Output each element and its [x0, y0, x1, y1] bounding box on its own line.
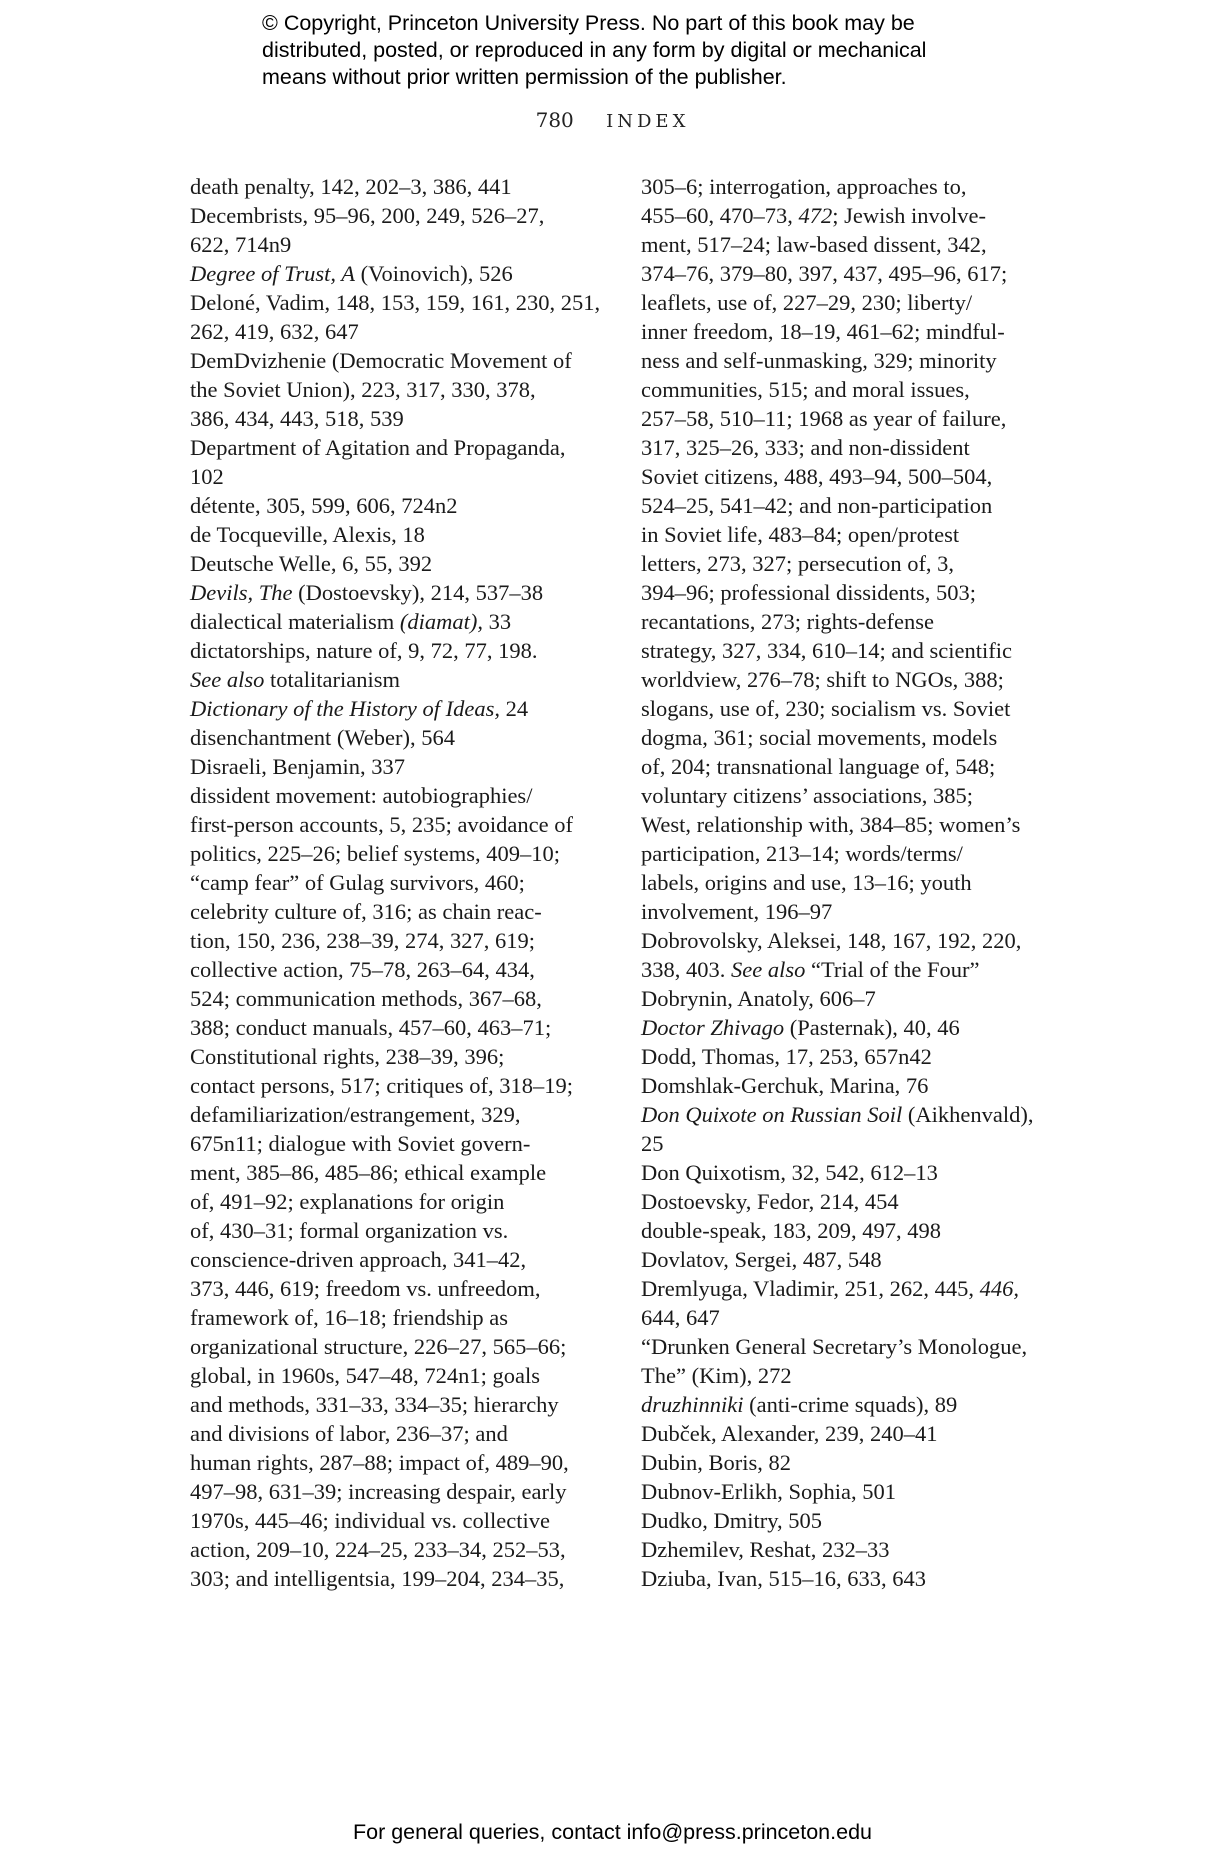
index-entry [190, 694, 630, 723]
index-entry [641, 1332, 1081, 1390]
index-line: 338, 403. See also “Trial of the Four” [641, 957, 980, 982]
index-line: Dubnov-Erlikh, Sophia, 501 [641, 1479, 896, 1504]
index-line: Deutsche Welle, 6, 55, 392 [190, 551, 433, 576]
page-number: 780 [535, 108, 574, 132]
index-line: organizational structure, 226–27, 565–66; [190, 1334, 567, 1359]
index-entry [641, 1419, 1081, 1448]
index-entry [190, 752, 630, 781]
index-line: Doctor Zhivago (Pasternak), 40, 46 [641, 1015, 960, 1040]
index-line: 394–96; professional dissidents, 503; [641, 580, 976, 605]
index-line: 373, 446, 619; freedom vs. unfreedom, [190, 1276, 541, 1301]
index-line: strategy, 327, 334, 610–14; and scientific [641, 638, 1012, 663]
index-entry [641, 1100, 1081, 1158]
index-entry [641, 1390, 1081, 1419]
index-line: Deloné, Vadim, 148, 153, 159, 161, 230, 251, [190, 290, 601, 315]
index-line: action, 209–10, 224–25, 233–34, 252–53, [190, 1537, 566, 1562]
index-line: voluntary citizens’ associations, 385; [641, 783, 974, 808]
index-line: 1970s, 445–46; individual vs. collective [190, 1508, 550, 1533]
index-line: and methods, 331–33, 334–35; hierarchy [190, 1392, 559, 1417]
index-line: 303; and intelligentsia, 199–204, 234–35, [190, 1566, 565, 1591]
index-entry [190, 636, 630, 694]
index-line: 25 [641, 1131, 664, 1156]
index-line: of, 491–92; explanations for origin [190, 1189, 505, 1214]
index-line: Constitutional rights, 238–39, 396; [190, 1044, 505, 1069]
index-entry [641, 1187, 1081, 1216]
index-line: and divisions of labor, 236–37; and [190, 1421, 508, 1446]
index-line: West, relationship with, 384–85; women’s [641, 812, 1021, 837]
index-line: communities, 515; and moral issues, [641, 377, 970, 402]
index-line: 524–25, 541–42; and non-participation [641, 493, 993, 518]
index-line: ment, 385–86, 485–86; ethical example [190, 1160, 547, 1185]
index-entry [641, 1042, 1081, 1071]
index-line: first-person accounts, 5, 235; avoidance of [190, 812, 574, 837]
index-line: The” (Kim), 272 [641, 1363, 792, 1388]
index-entry [641, 1013, 1081, 1042]
index-entry [641, 1448, 1081, 1477]
index-entry [190, 578, 630, 607]
index-line: labels, origins and use, 13–16; youth [641, 870, 972, 895]
index-entry [641, 984, 1081, 1013]
index-line: 622, 714n9 [190, 232, 292, 257]
copyright-line: means without prior written permission of the publisher. [262, 65, 787, 89]
running-head [0, 108, 1225, 132]
index-line: 455–60, 470–73, 472; Jewish involve- [641, 203, 986, 228]
index-entry [190, 520, 630, 549]
index-line: dissident movement: autobiographies/ [190, 783, 533, 808]
index-line: worldview, 276–78; shift to NGOs, 388; [641, 667, 1004, 692]
index-entry [641, 1071, 1081, 1100]
index-line: Dubin, Boris, 82 [641, 1450, 792, 1475]
index-entry [190, 288, 630, 346]
index-entry [190, 259, 630, 288]
index-entry [641, 1506, 1081, 1535]
index-line: ness and self-unmasking, 329; minority [641, 348, 997, 373]
index-entry [190, 607, 630, 636]
index-line: in Soviet life, 483–84; open/protest [641, 522, 960, 547]
index-line: dialectical materialism (diamat), 33 [190, 609, 512, 634]
index-line: involvement, 196–97 [641, 899, 833, 924]
index-line: dictatorships, nature of, 9, 72, 77, 198. [190, 638, 538, 663]
index-line: Dobrynin, Anatoly, 606–7 [641, 986, 876, 1011]
index-line: 386, 434, 443, 518, 539 [190, 406, 404, 431]
copyright-line: © Copyright, Princeton University Press. No part of this book may be [262, 11, 915, 35]
index-line: of, 204; transnational language of, 548; [641, 754, 996, 779]
index-line: Dziuba, Ivan, 515–16, 633, 643 [641, 1566, 926, 1591]
index-line: celebrity culture of, 316; as chain reac- [190, 899, 542, 924]
index-line: 262, 419, 632, 647 [190, 319, 359, 344]
index-line: framework of, 16–18; friendship as [190, 1305, 509, 1330]
index-column-left [190, 172, 630, 1593]
index-entry [190, 781, 630, 1593]
index-line: Dudko, Dmitry, 505 [641, 1508, 823, 1533]
index-line: 317, 325–26, 333; and non-dissident [641, 435, 970, 460]
index-entry [190, 346, 630, 433]
footer-contact: For general queries, contact info@press.princeton.edu [352, 1820, 872, 1844]
index-line: “Drunken General Secretary’s Monologue, [641, 1334, 1028, 1359]
index-line: 388; conduct manuals, 457–60, 463–71; [190, 1015, 552, 1040]
index-line: 644, 647 [641, 1305, 720, 1330]
index-line: “camp fear” of Gulag survivors, 460; [190, 870, 525, 895]
index-line: conscience-driven approach, 341–42, [190, 1247, 527, 1272]
index-line: Dzhemilev, Reshat, 232–33 [641, 1537, 890, 1562]
index-line: Disraeli, Benjamin, 337 [190, 754, 405, 779]
index-column-right [641, 172, 1081, 1593]
index-entry-continuation [641, 172, 1081, 926]
copyright-notice [262, 10, 1022, 91]
index-line: Dremlyuga, Vladimir, 251, 262, 445, 446, [641, 1276, 1020, 1301]
index-line: Decembrists, 95–96, 200, 249, 526–27, [190, 203, 545, 228]
index-line: contact persons, 517; critiques of, 318–19; [190, 1073, 574, 1098]
index-line: 374–76, 379–80, 397, 437, 495–96, 617; [641, 261, 1008, 286]
copyright-line: distributed, posted, or reproduced in any form by digital or mechanical [262, 38, 927, 62]
index-entry [190, 433, 630, 491]
index-line: the Soviet Union), 223, 317, 330, 378, [190, 377, 536, 402]
index-entry [641, 1216, 1081, 1245]
index-line: druzhinniki (anti-crime squads), 89 [641, 1392, 958, 1417]
index-line: slogans, use of, 230; socialism vs. Soviet [641, 696, 1011, 721]
index-line: Dictionary of the History of Ideas, 24 [190, 696, 529, 721]
index-line: human rights, 287–88; impact of, 489–90, [190, 1450, 569, 1475]
index-entry [641, 1477, 1081, 1506]
index-line: Dubček, Alexander, 239, 240–41 [641, 1421, 938, 1446]
index-line: 497–98, 631–39; increasing despair, early [190, 1479, 567, 1504]
index-line: double-speak, 183, 209, 497, 498 [641, 1218, 941, 1243]
index-line: Dodd, Thomas, 17, 253, 657n42 [641, 1044, 932, 1069]
index-line: 524; communication methods, 367–68, [190, 986, 542, 1011]
index-line: 257–58, 510–11; 1968 as year of failure, [641, 406, 1007, 431]
index-entry [190, 549, 630, 578]
index-line: Don Quixotism, 32, 542, 612–13 [641, 1160, 938, 1185]
index-line: Dostoevsky, Fedor, 214, 454 [641, 1189, 899, 1214]
index-line: disenchantment (Weber), 564 [190, 725, 455, 750]
index-entry [190, 491, 630, 520]
index-line: dogma, 361; social movements, models [641, 725, 998, 750]
index-entry [190, 201, 630, 259]
index-line: participation, 213–14; words/terms/ [641, 841, 963, 866]
index-line: global, in 1960s, 547–48, 724n1; goals [190, 1363, 540, 1388]
index-entry [641, 1245, 1081, 1274]
index-line: tion, 150, 236, 238–39, 274, 327, 619; [190, 928, 536, 953]
index-entry [641, 1535, 1081, 1564]
index-line: collective action, 75–78, 263–64, 434, [190, 957, 535, 982]
index-line: of, 430–31; formal organization vs. [190, 1218, 509, 1243]
index-line: 102 [190, 464, 224, 489]
index-entry [641, 1564, 1081, 1593]
index-line: détente, 305, 599, 606, 724n2 [190, 493, 458, 518]
index-line: Degree of Trust, A (Voinovich), 526 [190, 261, 513, 286]
index-entry [641, 1158, 1081, 1187]
index-line: inner freedom, 18–19, 461–62; mindful- [641, 319, 1005, 344]
index-line: Department of Agitation and Propaganda, [190, 435, 566, 460]
index-line: Don Quixote on Russian Soil (Aikhenvald), [641, 1102, 1034, 1127]
index-line: defamiliarization/estrangement, 329, [190, 1102, 521, 1127]
index-line: letters, 273, 327; persecution of, 3, [641, 551, 955, 576]
index-line: politics, 225–26; belief systems, 409–10; [190, 841, 560, 866]
index-line: Dovlatov, Sergei, 487, 548 [641, 1247, 882, 1272]
index-line: 305–6; interrogation, approaches to, [641, 174, 967, 199]
index-line: Soviet citizens, 488, 493–94, 500–504, [641, 464, 993, 489]
index-line: Domshlak-Gerchuk, Marina, 76 [641, 1073, 929, 1098]
index-entry [190, 723, 630, 752]
index-line: leaflets, use of, 227–29, 230; liberty/ [641, 290, 973, 315]
index-line: DemDvizhenie (Democratic Movement of [190, 348, 572, 373]
index-line: 675n11; dialogue with Soviet govern- [190, 1131, 531, 1156]
index-entry [641, 1274, 1081, 1332]
index-line: de Tocqueville, Alexis, 18 [190, 522, 425, 547]
index-entry [190, 172, 630, 201]
running-head-title: INDEX [606, 111, 690, 132]
index-line: Dobrovolsky, Aleksei, 148, 167, 192, 220, [641, 928, 1022, 953]
index-line: Devils, The (Dostoevsky), 214, 537–38 [190, 580, 544, 605]
index-line: ment, 517–24; law-based dissent, 342, [641, 232, 987, 257]
index-line: death penalty, 142, 202–3, 386, 441 [190, 174, 512, 199]
index-line: See also totalitarianism [190, 667, 400, 692]
index-entry [641, 926, 1081, 984]
index-line: recantations, 273; rights-defense [641, 609, 935, 634]
